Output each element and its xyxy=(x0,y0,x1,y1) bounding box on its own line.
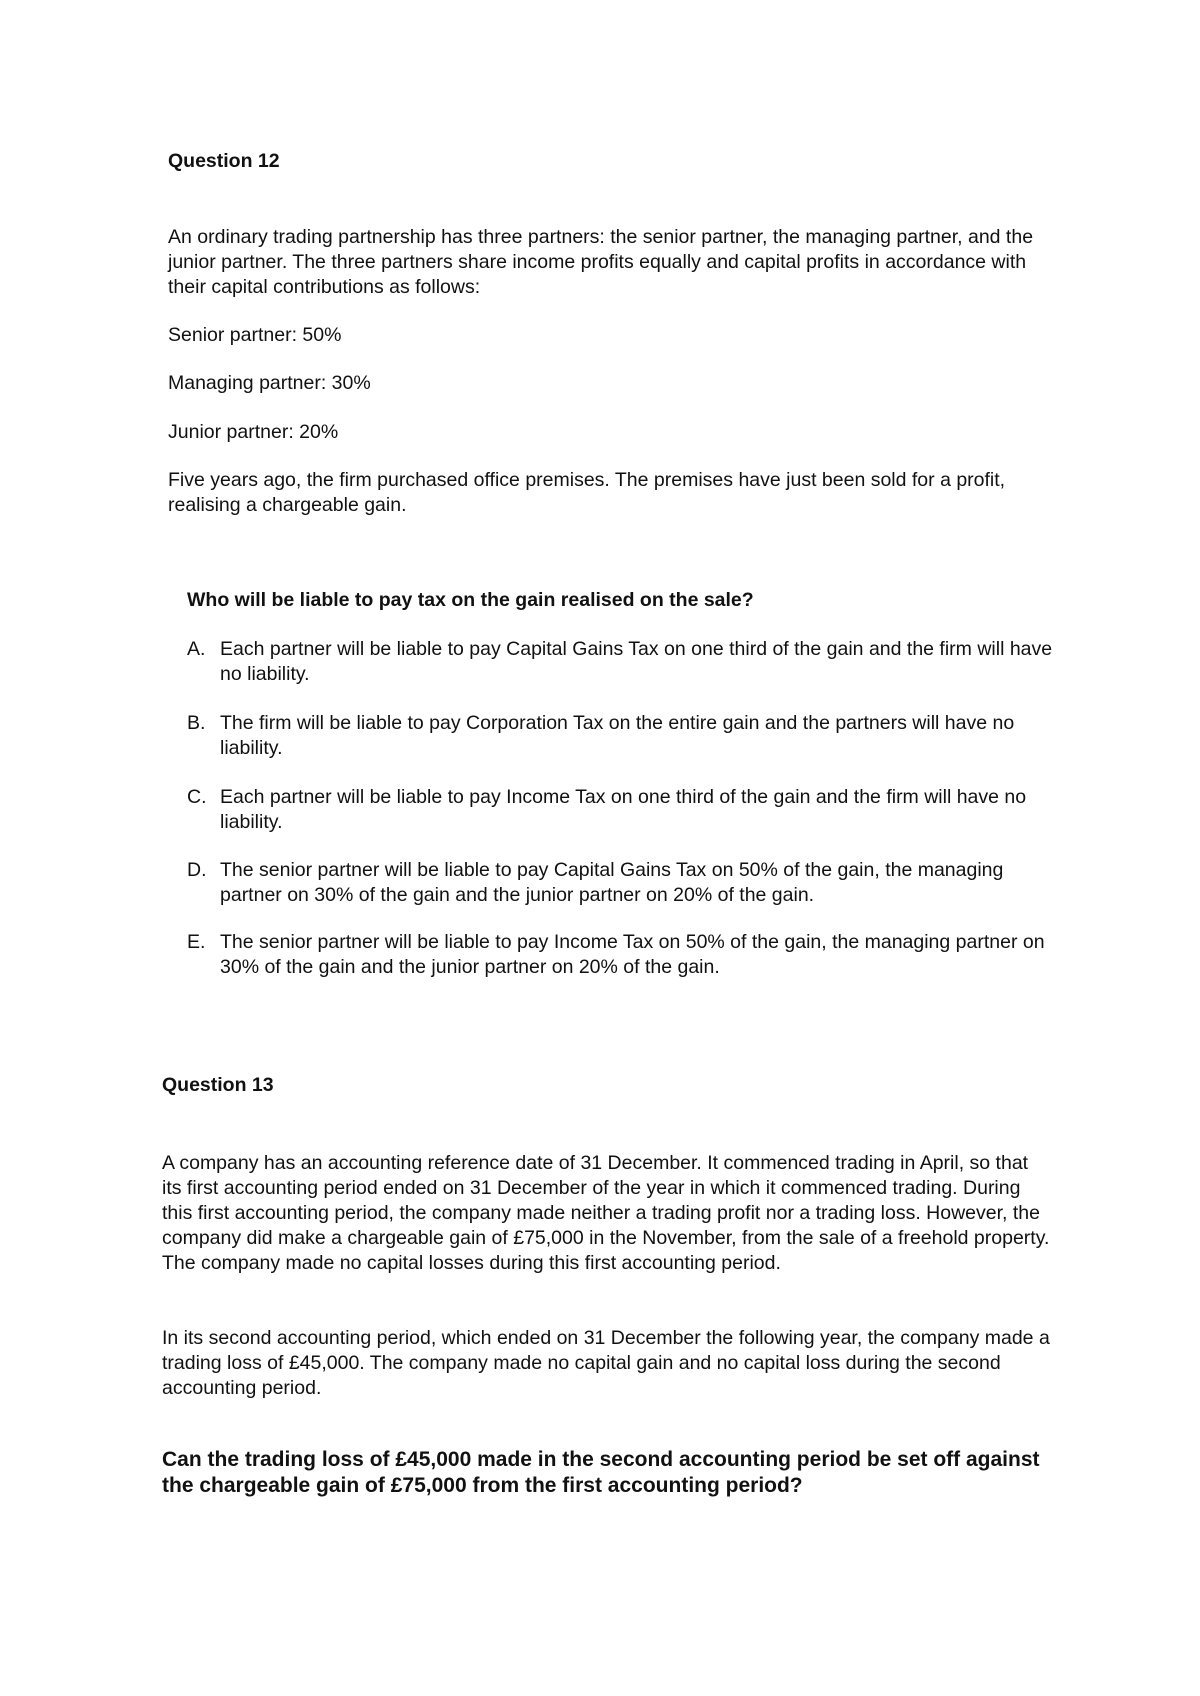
option-text: The senior partner will be liable to pay Income Tax on 50% of the gain, the managing partner on 30% of the gain and the junior partner on 20% of the gain. xyxy=(220,931,1045,978)
q12-option-c xyxy=(187,785,1067,835)
q12-intro: An ordinary trading partnership has three partners: the senior partner, the managing partner, and the junior partner. The three partners share income profits equally and capital profits in accordance with their capital contributions as follows: xyxy=(168,226,1034,298)
q12-option-b xyxy=(187,711,1067,761)
q12-facts: Five years ago, the firm purchased office premises. The premises have just been sold for a profit, realising a chargeable gain. xyxy=(168,469,1006,516)
q12-share-managing: Managing partner: 30% xyxy=(168,372,371,394)
option-text: The senior partner will be liable to pay Capital Gains Tax on 50% of the gain, the managing partner on 30% of the gain and the junior partner on 20% of the gain. xyxy=(220,859,1004,906)
q13-paragraph-2: In its second accounting period, which ended on 31 December the following year, the company made a trading loss of £45,000. The company made no capital gain and no capital loss during the second accounting period. xyxy=(162,1327,1050,1399)
q12-share-junior: Junior partner: 20% xyxy=(168,421,339,443)
q13-question-stem: Can the trading loss of £45,000 made in the second accounting period be set off against the chargeable gain of £75,000 from the first accounting period? xyxy=(162,1448,1040,1497)
option-text: Each partner will be liable to pay Income Tax on one third of the gain and the firm will have no liability. xyxy=(220,786,1027,833)
q12-option-a xyxy=(187,637,1067,687)
option-letter: E. xyxy=(187,931,206,953)
option-text: Each partner will be liable to pay Capital Gains Tax on one third of the gain and the firm will have no liability. xyxy=(220,638,1053,685)
option-letter: D. xyxy=(187,859,207,881)
q12-option-e xyxy=(187,930,1067,980)
q13-heading: Question 13 xyxy=(162,1074,274,1096)
q13-paragraph-1: A company has an accounting reference date of 31 December. It commenced trading in April, so that its first accounting period ended on 31 December of the year in which it commenced trading. During this first accounting period, the company made neither a trading profit nor a trading loss. However, the company did make a chargeable gain of £75,000 in the November, from the sale of a freehold property. The company made no capital losses during this first accounting period. xyxy=(162,1152,1050,1274)
option-letter: C. xyxy=(187,786,207,808)
option-letter: A. xyxy=(187,638,206,660)
option-text: The firm will be liable to pay Corporation Tax on the entire gain and the partners will have no liability. xyxy=(220,712,1015,759)
option-letter: B. xyxy=(187,712,206,734)
q12-option-d xyxy=(187,858,1067,908)
q12-heading: Question 12 xyxy=(168,150,280,172)
q12-share-senior: Senior partner: 50% xyxy=(168,324,342,346)
q12-question-stem: Who will be liable to pay tax on the gain realised on the sale? xyxy=(187,589,754,611)
